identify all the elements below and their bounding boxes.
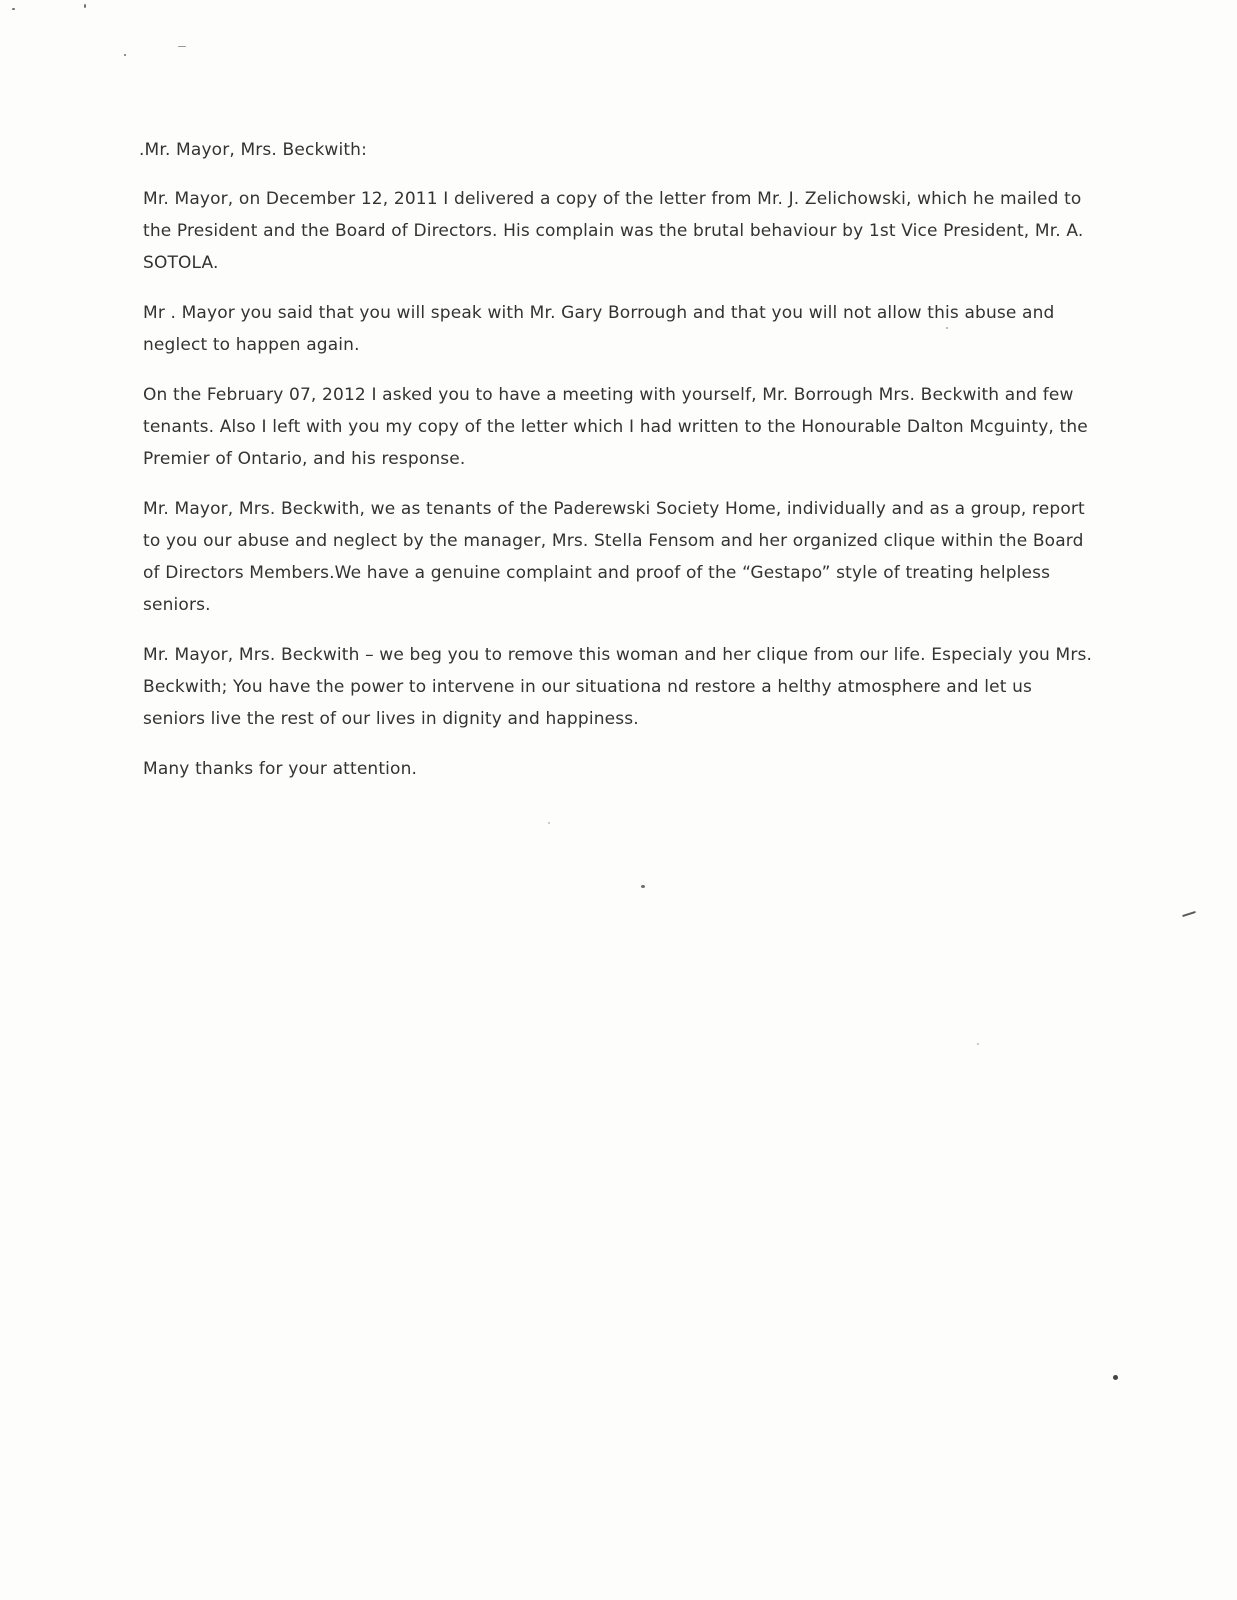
scan-speck xyxy=(977,1043,979,1045)
scan-speck xyxy=(1113,1375,1118,1380)
letter-body xyxy=(139,134,1093,785)
letter-paragraph: Mr. Mayor, Mrs. Beckwith, we as tenants of the Paderewski Society Home, individually and as a group, report to you our abuse and neglect by the manager, Mrs. Stella Fensom and her organized clique within the Board of Directors Members.We have a genuine complaint and proof of the “Gestapo” style of treating helpless seniors. xyxy=(143,499,1085,615)
scan-speck xyxy=(12,8,15,10)
scan-speck xyxy=(84,4,86,8)
scan-speck xyxy=(124,54,126,56)
scan-speck xyxy=(548,822,550,824)
letter-paragraph: Mr . Mayor you said that you will speak with Mr. Gary Borrough and that you will not allow this abuse and neglect to happen again. xyxy=(143,303,1055,355)
letter-paragraph: Mr. Mayor, Mrs. Beckwith – we beg you to remove this woman and her clique from our life. Especialy you Mrs. Beckwith; You have the power to intervene in our situationa nd restore a helthy atmosphere and let us seniors live the rest of our lives in dignity and happiness. xyxy=(143,645,1093,729)
letter-closing: Many thanks for your attention. xyxy=(143,759,418,779)
letter-paragraph: Mr. Mayor, on December 12, 2011 I delivered a copy of the letter from Mr. J. Zelichowski, which he mailed to the President and the Board of Directors. His complain was the brutal behaviour by 1st Vice President, Mr. A. SOTOLA. xyxy=(143,189,1084,273)
scan-mark xyxy=(178,46,186,47)
scan-speck xyxy=(641,885,645,888)
letter-paragraph: On the February 07, 2012 I asked you to have a meeting with yourself, Mr. Borrough Mrs. Beckwith and few tenants. Also I left with you my copy of the letter which I had written to the Honourable Dalton Mcguinty, the Premier of Ontario, and his response. xyxy=(143,385,1088,469)
letter-salutation: .Mr. Mayor, Mrs. Beckwith: xyxy=(139,140,367,160)
scan-mark xyxy=(1182,911,1196,917)
